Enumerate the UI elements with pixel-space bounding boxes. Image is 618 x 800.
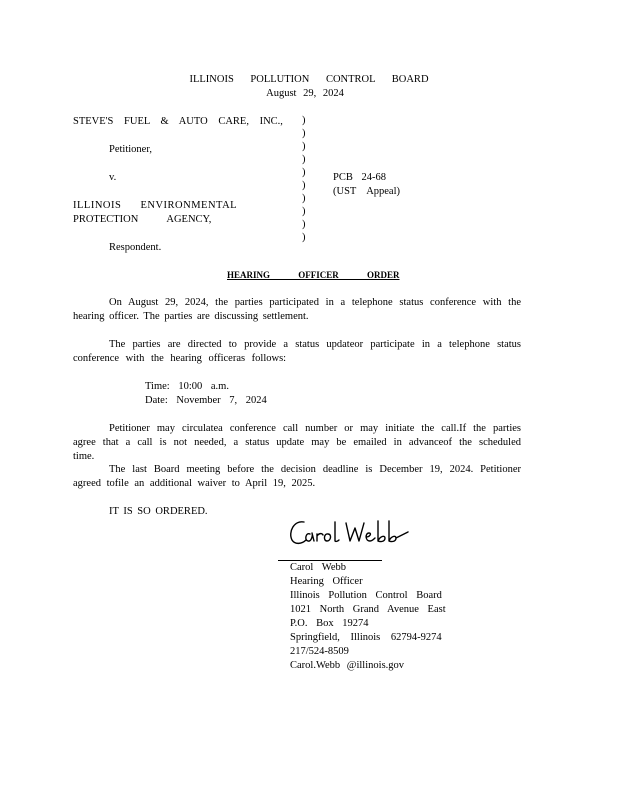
- paren: ): [302, 219, 306, 230]
- board-name: ILLINOIS POLLUTION CONTROL BOARD: [189, 74, 429, 85]
- paren: ): [302, 115, 306, 126]
- paren: ): [302, 206, 306, 217]
- signer-phone: 217/524-8509: [290, 646, 349, 657]
- paragraph-call-instructions: Petitioner may circulatea conference call number or may initiate the call.If the parties agree that a call is not needed, a status update may be emailed in advanceof the scheduled time.: [73, 423, 521, 462]
- document-date: August 29, 2024: [266, 88, 344, 99]
- case-number: PCB 24-68: [333, 172, 386, 183]
- signer-city: Springfield, Illinois 62794-9274: [290, 632, 442, 643]
- paragraph-directive: The parties are directed to provide a status updateor participate in a telephone status conference with the hearing officeras follows:: [73, 339, 521, 364]
- paren: ): [302, 180, 306, 191]
- petitioner-name: STEVE'S FUEL & AUTO CARE, INC.,: [73, 116, 283, 127]
- paren: ): [302, 128, 306, 139]
- paragraph-deadline: The last Board meeting before the decision deadline is December 19, 2024. Petitioner agreed tofile an additional waiver to April 19, 2025.: [73, 464, 521, 489]
- paren: ): [302, 141, 306, 152]
- handwritten-signature: [286, 514, 416, 554]
- petitioner-role: Petitioner,: [109, 144, 153, 155]
- signer-org: Illinois Pollution Control Board: [290, 590, 442, 601]
- order-title: HEARING OFFICER ORDER: [227, 270, 400, 280]
- conference-date: Date: November 7, 2024: [145, 395, 267, 406]
- caption-parentheses: [302, 114, 312, 244]
- closing-statement: IT IS SO ORDERED.: [109, 506, 208, 517]
- signer-title: Hearing Officer: [290, 576, 363, 587]
- case-type: (UST Appeal): [333, 186, 401, 197]
- paren: ): [302, 167, 306, 178]
- paren: ): [302, 232, 306, 243]
- signer-name: Carol Webb: [290, 562, 346, 573]
- signer-address: 1021 North Grand Avenue East: [290, 604, 446, 615]
- respondent-name-line2: PROTECTION AGENCY,: [73, 214, 212, 225]
- respondent-name-line1: ILLINOIS ENVIRONMENTAL: [73, 200, 238, 211]
- conference-time: Time: 10:00 a.m.: [145, 381, 229, 392]
- respondent-role: Respondent.: [109, 242, 162, 253]
- signer-email[interactable]: Carol.Webb @illinois.gov: [290, 660, 405, 671]
- signer-po-box: P.O. Box 19274: [290, 618, 369, 629]
- paren: ): [302, 193, 306, 204]
- paren: ): [302, 154, 306, 165]
- paragraph-status-conference: On August 29, 2024, the parties participated in a telephone status conference with the hearing officer. The parties are discussing settlement.: [73, 297, 521, 322]
- versus-label: v.: [109, 172, 117, 183]
